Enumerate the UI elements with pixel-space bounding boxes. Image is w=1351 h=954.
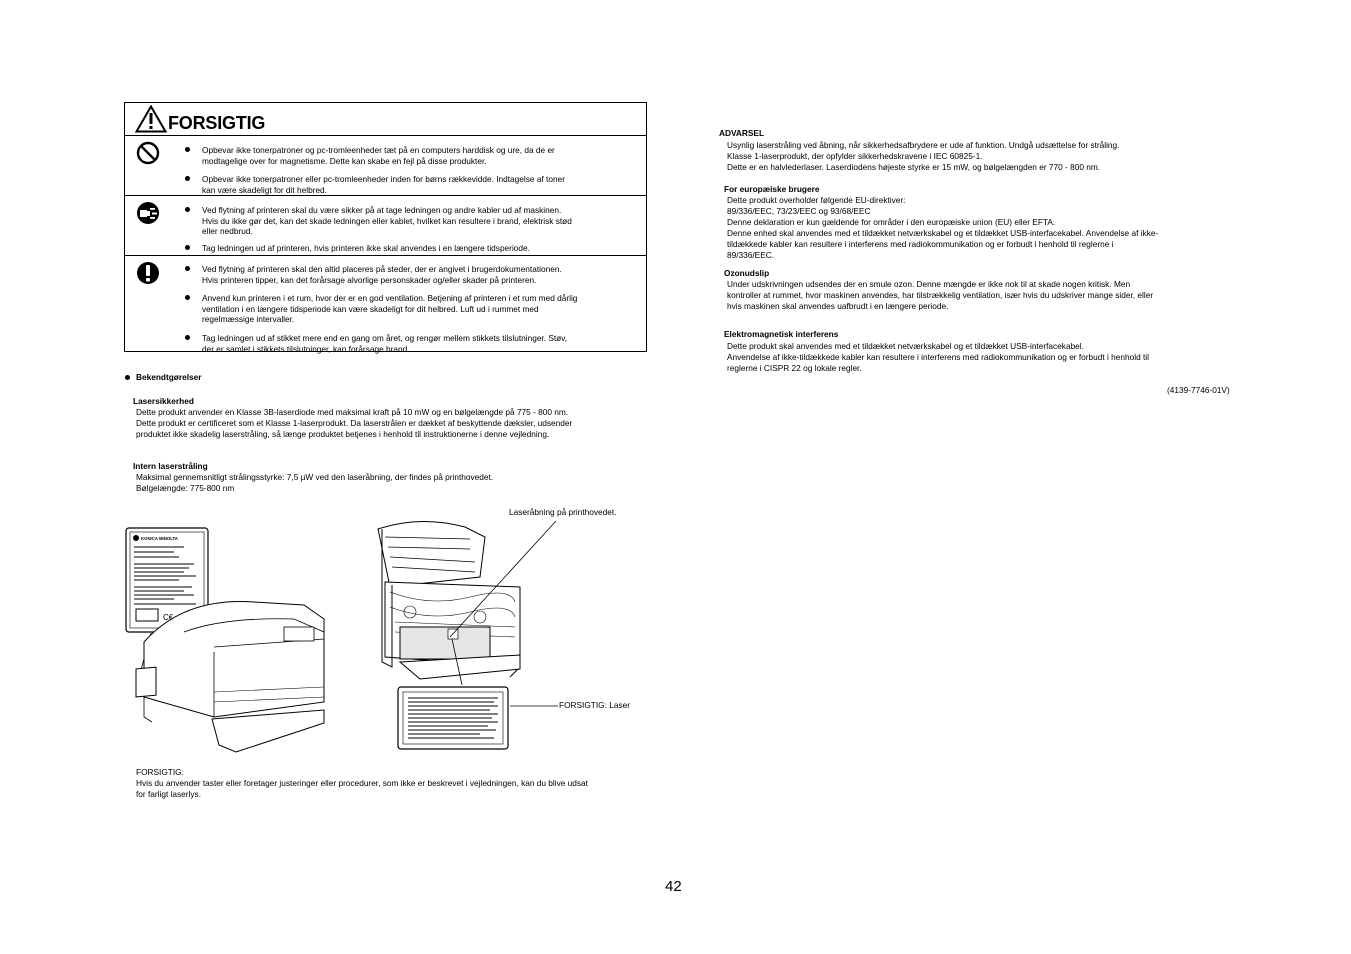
document-code: (4139-7746-01V) bbox=[1167, 385, 1230, 395]
bullet-dot bbox=[185, 245, 190, 250]
bullet-item bbox=[185, 205, 640, 238]
internal-laser-text: Maksimal gennemsnitligt strålingsstyrke: 7,5 µW ved den laseråbning, der findes på printhovedet. Bølgelængde: 775-800 nm bbox=[136, 472, 494, 493]
laser-opening-label: Laseråbning på printhovedet. bbox=[509, 507, 617, 517]
caution-row-storage bbox=[125, 135, 646, 196]
bullet-item bbox=[185, 293, 640, 326]
european-text: Dette produkt overholder følgende EU-direktiver: 89/336/EEC, 73/23/EEC og 93/68/EEC Denne deklaration er kun gældende for områder i den europæiske union (EU) eller EFTA. Denne enhed skal anvendes med et tildækket netværkskabel og et tildækket USB-interfacekabel. Anvendelse af ikke- tildækkede kabler kan resultere i interferens med radiokommunikation og er forbudt i henhold til reglerne i 89/336/EEC. bbox=[727, 195, 1159, 260]
exclamation-icon bbox=[135, 260, 161, 286]
bullet-text: Tag ledningen ud af printeren, hvis printeren ikke skal anvendes i en længere tidsperiode. bbox=[202, 243, 530, 253]
bullet-text: Anvend kun printeren i et rum, hvor der er en god ventilation. Betjening af printeren i et rum med dårlig ventilation i en længere tidsperiode kan være skadeligt for dit helbred. Luft ud i rummet med regelmæssige intervaller. bbox=[202, 293, 578, 324]
ozone-heading: Ozonudslip bbox=[724, 268, 770, 278]
bullet-dot bbox=[185, 335, 190, 340]
caution-row-cables bbox=[125, 195, 646, 256]
bullet-text: Opbevar ikke tonerpatroner eller pc-tromleenheder inden for børns rækkevidde. Indtagelse af toner kan være skadeligt for dit helbred. bbox=[202, 174, 565, 195]
ce-mark: C€ bbox=[163, 613, 174, 622]
bullet-dot bbox=[185, 207, 190, 212]
brand-logo: KONICA MINOLTA bbox=[141, 536, 178, 541]
bullet-item bbox=[185, 243, 640, 254]
caution-note: FORSIGTIG: Hvis du anvender taster eller foretager justeringer eller procedurer, som ikke er beskrevet i vejledningen, kan du blive udsat for farligt laserlys. bbox=[136, 767, 588, 799]
internal-laser-heading: Intern laserstråling bbox=[133, 461, 208, 471]
caution-title: FORSIGTIG bbox=[168, 113, 266, 133]
bullet-item bbox=[185, 264, 640, 286]
bullet-dot bbox=[185, 147, 190, 152]
laser-safety-heading: Lasersikkerhed bbox=[133, 396, 194, 406]
bullet-dot bbox=[185, 266, 190, 271]
bullet-dot bbox=[125, 375, 130, 380]
open-printer-illustration bbox=[370, 517, 565, 752]
emi-heading: Elektromagnetisk interferens bbox=[724, 329, 839, 339]
page-number: 42 bbox=[665, 878, 682, 895]
european-heading: For europæiske brugere bbox=[724, 184, 820, 194]
prohibited-icon bbox=[135, 140, 161, 166]
bullet-text: Ved flytning af printeren skal du være sikker på at tage ledningen og andre kabler ud af maskinen. Hvis du ikke gør det, kan det skade ledningen eller kablet, hvilket kan resultere i brand, elektrisk stød eller nedbrud. bbox=[202, 205, 572, 236]
bullet-item bbox=[185, 174, 640, 196]
laser-safety-text: Dette produkt anvender en Klasse 3B-laserdiode med maksimal kraft på 10 mW og en bølgelængde på 775 - 800 nm. Dette produkt er certificeret som et Klasse 1-laserprodukt. Da laserstrålen er dækket af beskyttende dæksler, udsender produktet ikke skadelig laserstråling, så længe produktet betjenes i henhold til instruktionerne i denne vejledning. bbox=[136, 407, 573, 439]
bullet-item bbox=[185, 333, 640, 355]
caution-box bbox=[124, 102, 647, 352]
notices-heading: Bekendtgørelser bbox=[136, 372, 202, 382]
warning-triangle-icon bbox=[135, 105, 167, 133]
ozone-text: Under udskrivningen udsendes der en smule ozon. Denne mængde er ikke nok til at skade nogen kritisk. Men kontroller at rummet, hvor maskinen anvendes, har tilstrækkelig ventilation, især hvis du udskriver mange sider, eller hvis maskinen skal anvendes uafbrudt i en længere periode. bbox=[727, 279, 1154, 311]
warning-heading: ADVARSEL bbox=[719, 128, 765, 138]
bullet-dot bbox=[185, 295, 190, 300]
caution-header bbox=[125, 103, 646, 136]
bullet-text: Ved flytning af printeren skal den altid placeres på steder, der er angivet i brugerdokumentationen. Hvis printeren tipper, kan det forårsage alvorlige personskader og/eller skader på printeren. bbox=[202, 264, 562, 285]
bullet-item bbox=[185, 145, 640, 167]
caution-row-placement bbox=[125, 255, 646, 354]
caution-laser-label: FORSIGTIG: Laser bbox=[559, 700, 630, 710]
bullet-text: Opbevar ikke tonerpatroner og pc-tromleenheder tæt på en computers harddisk og ure, da de er modtagelige over for magnetisme. Dette kan skabe en fejl på disse produkter. bbox=[202, 145, 555, 166]
unplug-icon bbox=[135, 200, 161, 226]
bullet-text: Tag ledningen ud af stikket mere end en gang om året, og rengør mellem stikkets tilslutninger. Støv, der er samlet i stikkets tilslutninger, kan forårsage brand. bbox=[202, 333, 568, 354]
warning-text: Usynlig laserstråling ved åbning, når sikkerhedsafbrydere er ude af funktion. Undgå udsættelse for stråling. Klasse 1-laserprodukt, der opfylder sikkerhedskravene i IEC 60825-1. Dette er en halvlederlaser. Laserdiodens højeste styrke er 15 mW, og bølgelængden er 770 - 800 nm. bbox=[727, 140, 1120, 172]
printer-with-label-illustration bbox=[124, 527, 334, 757]
emi-text: Dette produkt skal anvendes med et tildækket netværkskabel og et tildækket USB-interfacekabel. Anvendelse af ikke-tildækkede kabler kan resultere i interferens med radiokommunikation og er forbudt i henhold til reglerne i CISPR 22 og lokale regler. bbox=[727, 341, 1149, 373]
bullet-dot bbox=[185, 176, 190, 181]
